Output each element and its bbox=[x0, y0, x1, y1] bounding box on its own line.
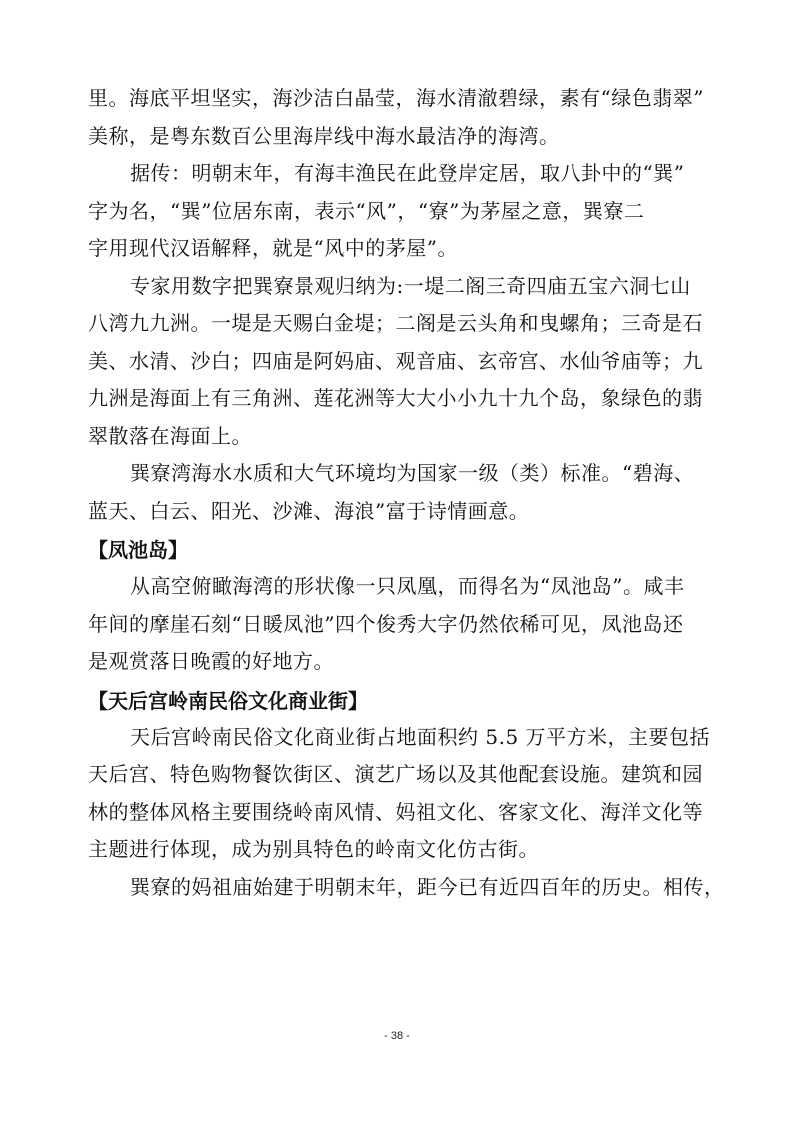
text-line: 天后宫岭南民俗文化商业街占地面积约 5.5 万平方米，主要包括 bbox=[130, 724, 711, 749]
text-line: 年间的摩崖石刻“日暖凤池”四个俊秀大字仍然依稀可见，凤池岛还 bbox=[88, 611, 684, 636]
section-heading-tianhou-street: 【天后宫岭南民俗文化商业街】 bbox=[88, 688, 368, 713]
text-line: 主题进行体现，成为别具特色的岭南文化仿古街。 bbox=[88, 837, 539, 861]
paragraph-scenery-numbers bbox=[88, 268, 726, 456]
text-line: 从高空俯瞰海湾的形状像一只凤凰，而得名为“凤池岛”。咸丰 bbox=[130, 574, 685, 598]
text-line: 巽寮湾海水水质和大气环境均为国家一级（类）标准。“碧海、 bbox=[130, 461, 695, 485]
text-line: 天后宫、特色购物餐饮街区、演艺广场以及其他配套设施。建筑和园 bbox=[88, 762, 703, 786]
paragraph-water-quality bbox=[88, 455, 726, 530]
text-line: 字为名，“巽”位居东南，表示“风”，“寮”为茅屋之意，巽寮二 bbox=[88, 198, 645, 223]
text-line: 美称，是粤东数百公里海岸线中海水最洁净的海湾。 bbox=[88, 123, 560, 148]
paragraph-tianhou-street bbox=[88, 719, 726, 869]
text-line: 八湾九九洲。一堤是天赐白金堤；二阁是云头角和曳螺角；三奇是石 bbox=[88, 311, 703, 335]
page-number: - 38 - bbox=[384, 1030, 410, 1042]
text-line: 翠散落在海面上。 bbox=[88, 423, 252, 448]
document-body bbox=[88, 80, 726, 906]
paragraph-legend bbox=[88, 155, 726, 268]
paragraph-bay-description bbox=[88, 80, 726, 155]
text-line: 林的整体风格主要围绕岭南风情、妈祖文化、客家文化、海洋文化等 bbox=[88, 799, 703, 824]
text-line: 巽寮的妈祖庙始建于明朝末年，距今已有近四百年的历史。相传， bbox=[130, 874, 725, 899]
text-line: 美、水清、沙白；四庙是阿妈庙、观音庙、玄帝宫、水仙爷庙等；九 bbox=[88, 348, 703, 373]
paragraph-fengchi-island bbox=[88, 568, 726, 681]
paragraph-mazu-temple bbox=[88, 869, 726, 907]
text-line: 九洲是海面上有三角洲、莲花洲等大大小小九十九个岛，象绿色的翡 bbox=[88, 386, 703, 410]
text-line: 字用现代汉语解释，就是“风中的茅屋”。 bbox=[88, 236, 458, 260]
text-line: 是观赏落日晚霞的好地方。 bbox=[88, 649, 334, 673]
text-line: 里。海底平坦坚实，海沙洁白晶莹，海水清澈碧绿，素有“绿色翡翠” bbox=[88, 86, 704, 110]
text-line: 专家用数字把巽寮景观归纳为:一堤二阁三奇四庙五宝六洞七山 bbox=[130, 273, 691, 298]
text-line: 蓝天、白云、阳光、沙滩、海浪”富于诗情画意。 bbox=[88, 498, 530, 523]
text-line: 据传：明朝末年，有海丰渔民在此登岸定居，取八卦中的“巽” bbox=[130, 161, 685, 185]
section-heading-fengchi-island: 【凤池岛】 bbox=[88, 538, 188, 562]
